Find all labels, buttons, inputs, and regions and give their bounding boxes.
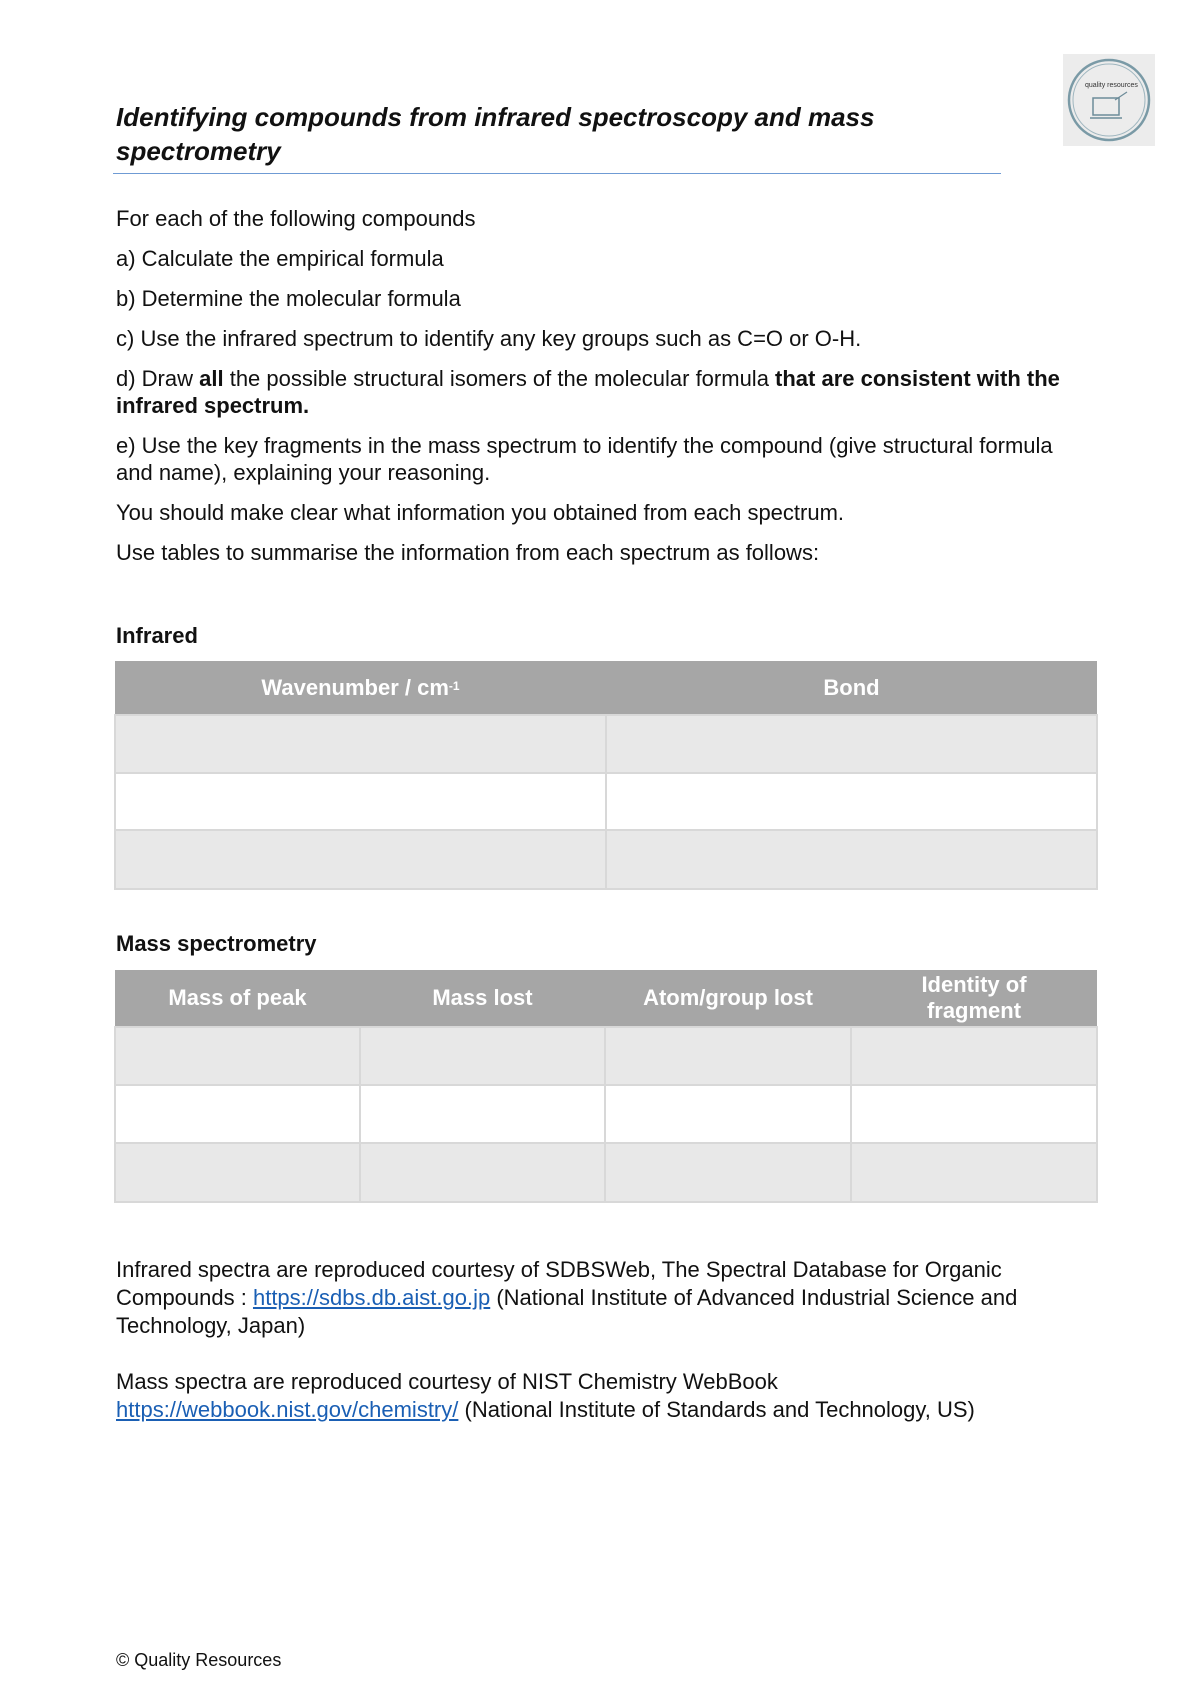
table-cell[interactable] xyxy=(851,1085,1097,1143)
ir-credit-text xyxy=(116,1256,1096,1340)
ms-credit-part-1: Mass spectra are reproduced courtesy of NIST Chemistry WebBook xyxy=(116,1369,778,1394)
infrared-table xyxy=(114,661,1098,890)
table-cell[interactable] xyxy=(605,1085,851,1143)
wavenumber-header-text: Wavenumber / cm xyxy=(261,674,449,700)
table-cell[interactable] xyxy=(605,1027,851,1085)
instructions xyxy=(116,205,1076,579)
table-cell[interactable] xyxy=(606,715,1097,773)
table-cell[interactable] xyxy=(851,1143,1097,1202)
table-cell[interactable] xyxy=(115,773,606,830)
table-cell[interactable] xyxy=(115,1085,360,1143)
table-row xyxy=(115,773,1097,830)
sdbs-link[interactable]: https://sdbs.db.aist.go.jp xyxy=(252,1285,491,1310)
table-cell[interactable] xyxy=(360,1027,605,1085)
ms-credit-part-2: (National Institute of Standards and Technology, US) xyxy=(458,1397,975,1422)
mass-spec-table xyxy=(114,970,1098,1203)
table-cell[interactable] xyxy=(605,1143,851,1202)
task-d-text-1: d) Draw xyxy=(116,366,200,391)
task-d-bold-2: that are consistent with the infrared spectrum. xyxy=(116,366,1060,418)
task-d-bold-1: all xyxy=(199,366,224,391)
task-c: c) Use the infrared spectrum to identify any key groups such as C=O or O-H. xyxy=(116,326,862,351)
task-d-text-2: the possible structural isomers of the molecular formula xyxy=(223,366,776,391)
task-a: a) Calculate the empirical formula xyxy=(116,246,444,271)
title-divider xyxy=(113,173,1001,174)
table-row xyxy=(115,1027,1097,1085)
ir-credit-part-1: Infrared spectra are reproduced courtesy of SDBSWeb, The Spectral Database for Organic Compounds : xyxy=(116,1257,1002,1310)
intro-line: For each of the following compounds xyxy=(116,206,476,231)
ir-credit-part-2: (National Institute of Advanced Industrial Science and Technology, Japan) xyxy=(116,1285,1018,1338)
ms-credit-text xyxy=(116,1368,1096,1424)
table-cell[interactable] xyxy=(606,830,1097,889)
wavenumber-header xyxy=(115,661,606,715)
ms-credits xyxy=(116,1368,1096,1424)
table-cell[interactable] xyxy=(360,1143,605,1202)
ir-credits xyxy=(116,1256,1096,1340)
task-d xyxy=(116,365,1076,419)
table-cell[interactable] xyxy=(851,1027,1097,1085)
table-row xyxy=(115,1085,1097,1143)
logo xyxy=(1063,54,1155,146)
mass-spec-header-row xyxy=(115,970,1097,1027)
table-cell[interactable] xyxy=(360,1085,605,1143)
mass-spec-heading: Mass spectrometry xyxy=(116,931,317,956)
nist-link[interactable]: https://webbook.nist.gov/chemistry/ xyxy=(116,1397,459,1422)
table-cell[interactable] xyxy=(115,715,606,773)
table-cell[interactable] xyxy=(115,830,606,889)
table-row xyxy=(115,715,1097,773)
note-1: You should make clear what information you obtained from each spectrum. xyxy=(116,500,845,525)
table-row xyxy=(115,830,1097,889)
infrared-heading: Infrared xyxy=(116,623,198,648)
note-2: Use tables to summarise the information from each spectrum as follows: xyxy=(116,540,820,565)
mass-lost-header: Mass lost xyxy=(360,970,605,1027)
copyright-footer: © Quality Resources xyxy=(116,1650,282,1670)
mass-of-peak-header: Mass of peak xyxy=(115,970,360,1027)
table-row xyxy=(115,1143,1097,1202)
bond-header: Bond xyxy=(606,661,1097,715)
logo-text: quality resources xyxy=(1085,82,1138,89)
table-cell[interactable] xyxy=(115,1143,360,1202)
wavenumber-unit-sup: -1 xyxy=(448,678,460,693)
task-e: e) Use the key fragments in the mass spectrum to identify the compound (give structural formula and name), explaining your reasoning. xyxy=(116,433,1053,485)
atom-group-lost-header: Atom/group lost xyxy=(605,970,851,1027)
table-cell[interactable] xyxy=(115,1027,360,1085)
table-cell[interactable] xyxy=(606,773,1097,830)
page-title: Identifying compounds from infrared spectroscopy and mass spectrometry xyxy=(116,102,875,166)
task-b: b) Determine the molecular formula xyxy=(116,286,461,311)
infrared-header-row xyxy=(115,661,1097,715)
fragment-identity-header: Identity of fragment xyxy=(851,970,1097,1027)
quality-resources-logo-icon xyxy=(1063,54,1155,146)
